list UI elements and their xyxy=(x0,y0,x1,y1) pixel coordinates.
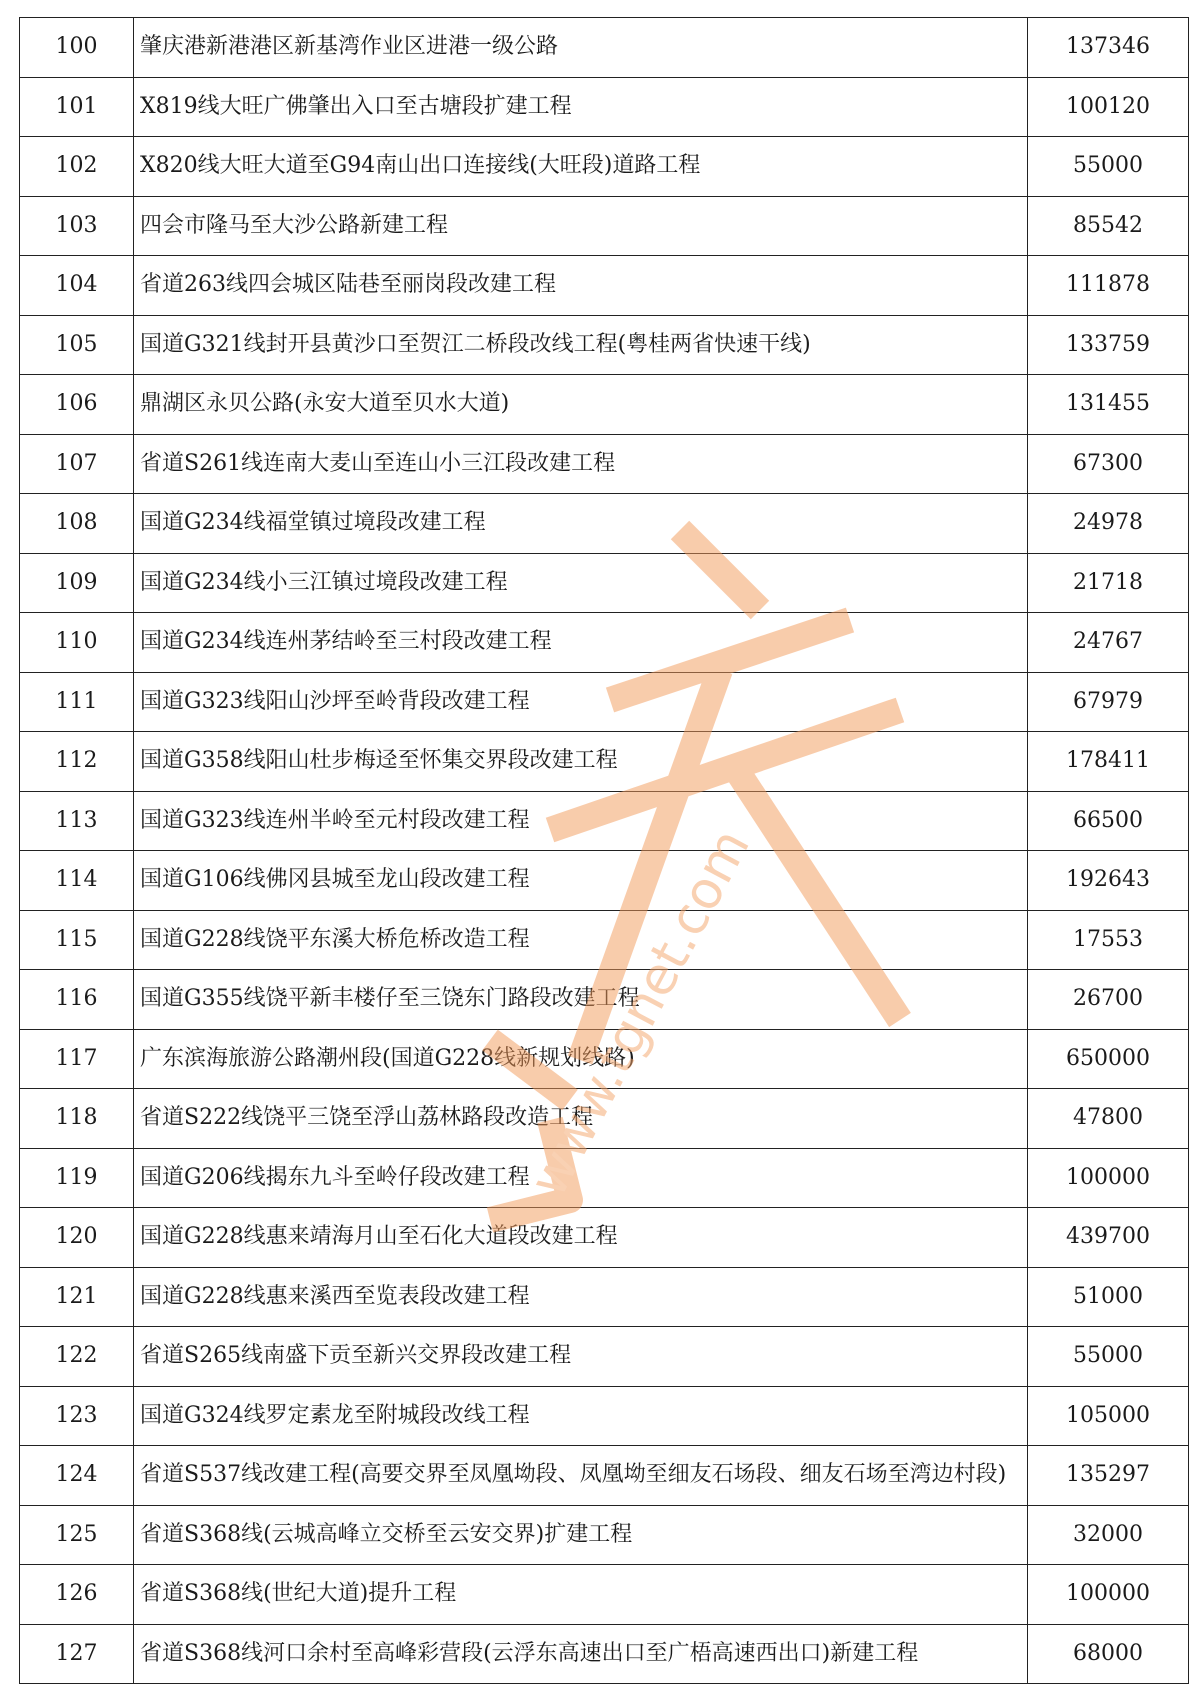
row-number: 117 xyxy=(20,1029,134,1089)
table-row xyxy=(20,1386,1189,1446)
project-amount: 51000 xyxy=(1028,1267,1189,1327)
row-number: 123 xyxy=(20,1386,134,1446)
project-name: 国道G323线连州半岭至元村段改建工程 xyxy=(134,791,1028,851)
project-amount: 24767 xyxy=(1028,613,1189,673)
table-row xyxy=(20,375,1189,435)
project-name: 国道G234线连州茅结岭至三村段改建工程 xyxy=(134,613,1028,673)
project-name: 省道S368线(世纪大道)提升工程 xyxy=(134,1565,1028,1625)
table-row xyxy=(20,18,1189,78)
project-name: X819线大旺广佛肇出入口至古塘段扩建工程 xyxy=(134,77,1028,137)
table-row xyxy=(20,1505,1189,1565)
row-number: 113 xyxy=(20,791,134,851)
row-number: 100 xyxy=(20,18,134,78)
project-amount: 21718 xyxy=(1028,553,1189,613)
row-number: 110 xyxy=(20,613,134,673)
project-amount: 85542 xyxy=(1028,196,1189,256)
row-number: 119 xyxy=(20,1148,134,1208)
project-amount: 192643 xyxy=(1028,851,1189,911)
project-table-body xyxy=(20,18,1189,1684)
table-row xyxy=(20,137,1189,197)
project-amount: 100120 xyxy=(1028,77,1189,137)
project-name: 肇庆港新港港区新基湾作业区进港一级公路 xyxy=(134,18,1028,78)
table-row xyxy=(20,910,1189,970)
table-row xyxy=(20,732,1189,792)
table-row xyxy=(20,1208,1189,1268)
row-number: 111 xyxy=(20,672,134,732)
project-name: 四会市隆马至大沙公路新建工程 xyxy=(134,196,1028,256)
table-row xyxy=(20,553,1189,613)
table-row xyxy=(20,77,1189,137)
watermark-text: www.tgnet.com xyxy=(518,819,762,1207)
project-name: X820线大旺大道至G94南山出口连接线(大旺段)道路工程 xyxy=(134,137,1028,197)
table-row xyxy=(20,1089,1189,1149)
project-amount: 650000 xyxy=(1028,1029,1189,1089)
row-number: 101 xyxy=(20,77,134,137)
row-number: 105 xyxy=(20,315,134,375)
project-name: 国道G324线罗定素龙至附城段改线工程 xyxy=(134,1386,1028,1446)
row-number: 125 xyxy=(20,1505,134,1565)
table-row xyxy=(20,256,1189,316)
project-amount: 67979 xyxy=(1028,672,1189,732)
project-name: 广东滨海旅游公路潮州段(国道G228线新规划线路) xyxy=(134,1029,1028,1089)
row-number: 127 xyxy=(20,1624,134,1684)
project-amount: 66500 xyxy=(1028,791,1189,851)
project-amount: 131455 xyxy=(1028,375,1189,435)
project-name: 省道S222线饶平三饶至浮山荔林路段改造工程 xyxy=(134,1089,1028,1149)
project-amount: 32000 xyxy=(1028,1505,1189,1565)
table-row xyxy=(20,1327,1189,1387)
project-name: 国道G234线福堂镇过境段改建工程 xyxy=(134,494,1028,554)
project-name: 国道G206线揭东九斗至岭仔段改建工程 xyxy=(134,1148,1028,1208)
table-row xyxy=(20,613,1189,673)
project-name: 国道G228线惠来溪西至览表段改建工程 xyxy=(134,1267,1028,1327)
row-number: 122 xyxy=(20,1327,134,1387)
project-amount: 100000 xyxy=(1028,1148,1189,1208)
project-amount: 439700 xyxy=(1028,1208,1189,1268)
project-name: 鼎湖区永贝公路(永安大道至贝水大道) xyxy=(134,375,1028,435)
project-name: 省道S368线河口余村至高峰彩营段(云浮东高速出口至广梧高速西出口)新建工程 xyxy=(134,1624,1028,1684)
project-amount: 133759 xyxy=(1028,315,1189,375)
project-amount: 100000 xyxy=(1028,1565,1189,1625)
row-number: 104 xyxy=(20,256,134,316)
project-amount: 178411 xyxy=(1028,732,1189,792)
project-name: 国道G323线阳山沙坪至岭背段改建工程 xyxy=(134,672,1028,732)
row-number: 102 xyxy=(20,137,134,197)
table-row xyxy=(20,851,1189,911)
project-amount: 26700 xyxy=(1028,970,1189,1030)
row-number: 106 xyxy=(20,375,134,435)
row-number: 116 xyxy=(20,970,134,1030)
row-number: 109 xyxy=(20,553,134,613)
project-name: 省道S368线(云城高峰立交桥至云安交界)扩建工程 xyxy=(134,1505,1028,1565)
project-amount: 105000 xyxy=(1028,1386,1189,1446)
project-amount: 55000 xyxy=(1028,137,1189,197)
row-number: 126 xyxy=(20,1565,134,1625)
project-name: 省道S265线南盛下贡至新兴交界段改建工程 xyxy=(134,1327,1028,1387)
table-row xyxy=(20,494,1189,554)
table-row xyxy=(20,1148,1189,1208)
row-number: 118 xyxy=(20,1089,134,1149)
table-row xyxy=(20,672,1189,732)
row-number: 107 xyxy=(20,434,134,494)
project-amount: 55000 xyxy=(1028,1327,1189,1387)
project-amount: 135297 xyxy=(1028,1446,1189,1506)
project-name: 国道G228线惠来靖海月山至石化大道段改建工程 xyxy=(134,1208,1028,1268)
project-name: 省道S537线改建工程(高要交界至凤凰坳段、凤凰坳至细友石场段、细友石场至湾边村段) xyxy=(134,1446,1028,1506)
row-number: 115 xyxy=(20,910,134,970)
project-name: 国道G358线阳山杜步梅迳至怀集交界段改建工程 xyxy=(134,732,1028,792)
table-row xyxy=(20,315,1189,375)
project-name: 国道G228线饶平东溪大桥危桥改造工程 xyxy=(134,910,1028,970)
project-amount: 68000 xyxy=(1028,1624,1189,1684)
row-number: 108 xyxy=(20,494,134,554)
project-name: 省道S261线连南大麦山至连山小三江段改建工程 xyxy=(134,434,1028,494)
table-row xyxy=(20,196,1189,256)
project-amount: 24978 xyxy=(1028,494,1189,554)
table-row xyxy=(20,434,1189,494)
project-amount: 137346 xyxy=(1028,18,1189,78)
project-amount: 111878 xyxy=(1028,256,1189,316)
table-row xyxy=(20,1565,1189,1625)
row-number: 114 xyxy=(20,851,134,911)
project-name: 国道G321线封开县黄沙口至贺江二桥段改线工程(粤桂两省快速干线) xyxy=(134,315,1028,375)
table-row xyxy=(20,1446,1189,1506)
table-row xyxy=(20,1029,1189,1089)
project-name: 国道G355线饶平新丰楼仔至三饶东门路段改建工程 xyxy=(134,970,1028,1030)
row-number: 120 xyxy=(20,1208,134,1268)
project-amount: 17553 xyxy=(1028,910,1189,970)
table-row xyxy=(20,1624,1189,1684)
project-name: 国道G234线小三江镇过境段改建工程 xyxy=(134,553,1028,613)
project-table xyxy=(19,17,1189,1684)
row-number: 124 xyxy=(20,1446,134,1506)
table-row xyxy=(20,970,1189,1030)
table-row xyxy=(20,791,1189,851)
table-row xyxy=(20,1267,1189,1327)
project-amount: 67300 xyxy=(1028,434,1189,494)
row-number: 112 xyxy=(20,732,134,792)
project-name: 省道263线四会城区陆巷至丽岗段改建工程 xyxy=(134,256,1028,316)
row-number: 121 xyxy=(20,1267,134,1327)
project-name: 国道G106线佛冈县城至龙山段改建工程 xyxy=(134,851,1028,911)
row-number: 103 xyxy=(20,196,134,256)
project-amount: 47800 xyxy=(1028,1089,1189,1149)
